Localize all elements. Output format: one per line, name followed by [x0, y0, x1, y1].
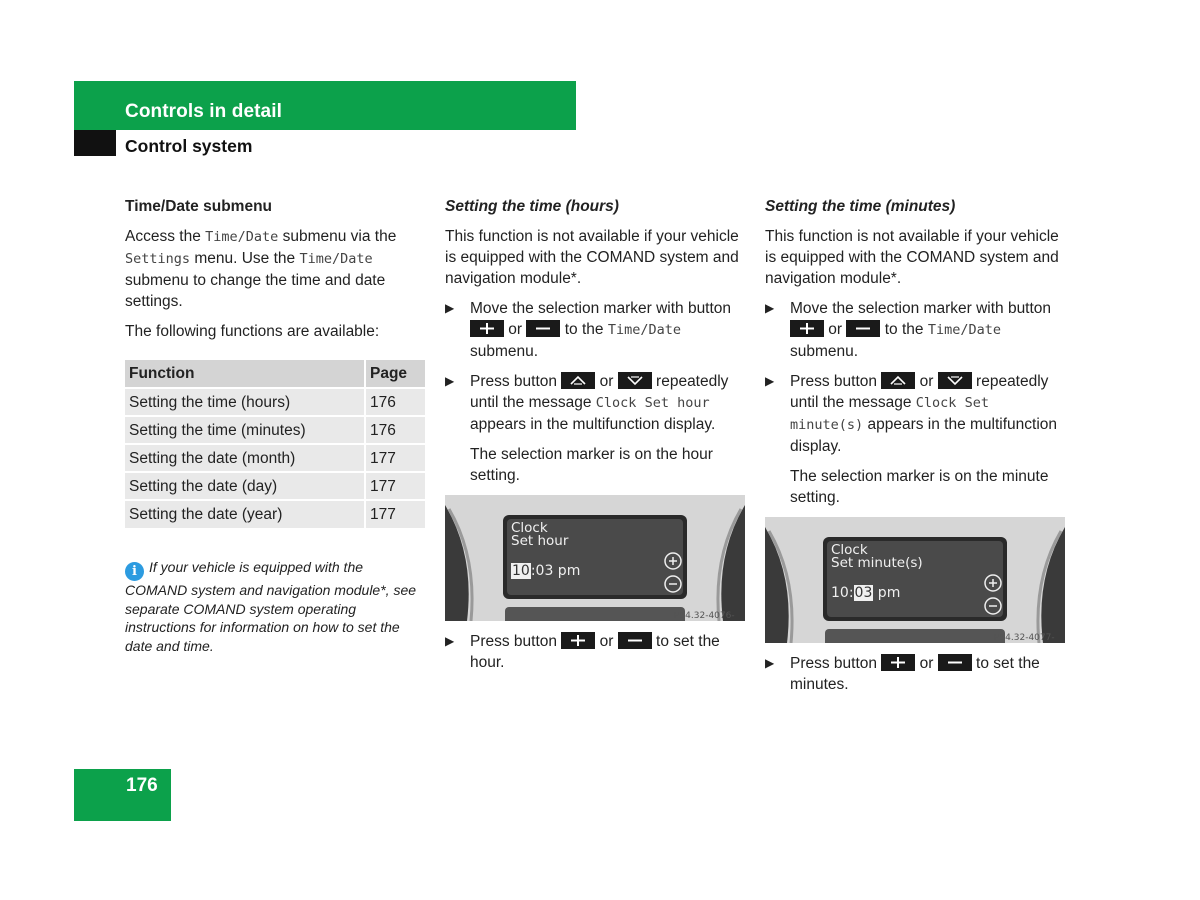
figure-id: P54.32-4077- — [994, 633, 1055, 643]
minus-button-icon — [618, 632, 652, 649]
down-button-icon — [618, 372, 652, 389]
chapter-title: Controls in detail — [125, 101, 282, 122]
text: submenu via the — [278, 228, 397, 245]
up-button-icon — [881, 372, 915, 389]
display-term: Time/Date — [205, 229, 279, 245]
text: Move the selection marker with button — [790, 300, 1052, 317]
minus-button-icon — [938, 654, 972, 671]
function-cell: Setting the date (month) — [125, 444, 365, 472]
page-cell: 177 — [365, 500, 425, 528]
step-result: The selection marker is on the hour setting. — [470, 446, 713, 484]
text: menu. Use the — [190, 250, 300, 267]
table-header-row — [125, 360, 425, 388]
text: to the — [880, 321, 928, 338]
display-line-1: Clock — [511, 520, 548, 536]
bullet-arrow-icon: ▶ — [445, 374, 455, 388]
bullet-arrow-icon: ▶ — [445, 301, 455, 315]
plus-button-icon — [470, 320, 504, 337]
page-cell: 177 — [365, 472, 425, 500]
function-cell: Setting the date (day) — [125, 472, 365, 500]
functions-table — [125, 360, 425, 528]
time-rest: :03 pm — [530, 563, 581, 579]
display-line-2: Set hour — [511, 533, 569, 549]
text: or — [915, 655, 938, 672]
display-message: Clock Set hour — [595, 395, 710, 411]
time-pre: 10: — [831, 585, 854, 601]
subheading: Time/Date submenu — [125, 198, 273, 215]
step — [765, 298, 1067, 362]
column-setting-hours — [445, 196, 747, 682]
text: to the — [560, 321, 608, 338]
step — [445, 298, 747, 362]
display-term: Time/Date — [607, 322, 681, 338]
table-row — [125, 472, 425, 500]
figure-id: P54.32-4076- — [674, 611, 735, 621]
plus-button-icon — [881, 654, 915, 671]
text: or — [915, 373, 938, 390]
bullet-arrow-icon: ▶ — [445, 634, 455, 648]
plus-button-icon — [790, 320, 824, 337]
text: to set the minutes. — [790, 655, 1040, 693]
page-cell: 176 — [365, 388, 425, 416]
multifunction-display-illustration — [445, 495, 745, 621]
text: appears in the multifunction display. — [790, 416, 1058, 455]
step-result: The selection marker is on the minute setting. — [790, 468, 1049, 506]
step — [445, 371, 747, 435]
text: repeatedly until the message — [470, 373, 729, 411]
table-row — [125, 416, 425, 444]
step — [765, 653, 1067, 695]
display-time — [511, 561, 580, 582]
function-cell: Setting the time (hours) — [125, 388, 365, 416]
paragraph: This function is not available if your vehicle is equipped with the COMAND system and navigation module*. — [445, 228, 739, 287]
function-cell: Setting the time (minutes) — [125, 416, 365, 444]
section-title: Control system — [125, 136, 253, 156]
page-number: 176 — [126, 775, 158, 796]
info-note — [125, 558, 427, 655]
text: or — [824, 321, 847, 338]
text: Press button — [470, 633, 562, 650]
time-post: pm — [873, 585, 901, 601]
info-icon: i — [125, 562, 144, 581]
text: Press button — [470, 373, 562, 390]
display-term: Settings — [125, 251, 191, 267]
text: appears in the multifunction display. — [470, 416, 716, 433]
text: repeatedly until the message — [790, 373, 1049, 411]
note-text: If your vehicle is equipped with the COMAND system and navigation module*, see separate COMAND system operating instructions for information on how to set the date and time. — [125, 559, 417, 654]
text: Move the selection marker with button — [470, 300, 732, 317]
minus-button-icon — [526, 320, 560, 337]
selected-hour: 10 — [512, 563, 530, 579]
step — [765, 371, 1067, 457]
text: Press button — [790, 373, 882, 390]
bullet-arrow-icon: ▶ — [765, 301, 775, 315]
display-line-1: Clock — [831, 542, 868, 558]
plus-button-icon — [561, 632, 595, 649]
paragraph: This function is not available if your vehicle is equipped with the COMAND system and navigation module*. — [765, 228, 1059, 287]
text: to set the hour. — [470, 633, 720, 671]
bullet-arrow-icon: ▶ — [765, 374, 775, 388]
text: submenu. — [790, 343, 859, 360]
table-row — [125, 500, 425, 528]
text: submenu. — [470, 343, 539, 360]
display-term: Time/Date — [299, 251, 373, 267]
text: submenu to change the time and date settings. — [125, 272, 386, 310]
paragraph — [125, 226, 427, 312]
section-marker — [74, 130, 116, 156]
instrument-cluster-graphic — [765, 517, 1065, 643]
selected-minutes: 03 — [854, 585, 873, 601]
text: or — [595, 373, 618, 390]
display-line-2: Set minute(s) — [831, 555, 923, 571]
bullet-arrow-icon: ▶ — [765, 656, 775, 670]
instrument-cluster-graphic — [445, 495, 745, 621]
page-cell: 176 — [365, 416, 425, 444]
page-cell: 177 — [365, 444, 425, 472]
column-header-page: Page — [365, 360, 425, 388]
subheading: Setting the time (hours) — [445, 198, 619, 215]
down-button-icon — [938, 372, 972, 389]
column-time-date-submenu — [125, 196, 427, 655]
table-row — [125, 388, 425, 416]
multifunction-display-illustration — [765, 517, 1065, 643]
display-time — [831, 583, 900, 604]
subheading: Setting the time (minutes) — [765, 198, 956, 215]
column-header-function: Function — [125, 360, 365, 388]
table-row — [125, 444, 425, 472]
paragraph: The following functions are available: — [125, 323, 380, 340]
step — [445, 631, 747, 673]
minus-button-icon — [846, 320, 880, 337]
text: Access the — [125, 228, 206, 245]
text: or — [504, 321, 527, 338]
text: Press button — [790, 655, 882, 672]
function-cell: Setting the date (year) — [125, 500, 365, 528]
display-message: Clock Set minute(s) — [790, 395, 989, 433]
column-setting-minutes — [765, 196, 1067, 704]
text: or — [595, 633, 618, 650]
up-button-icon — [561, 372, 595, 389]
display-term: Time/Date — [927, 322, 1001, 338]
